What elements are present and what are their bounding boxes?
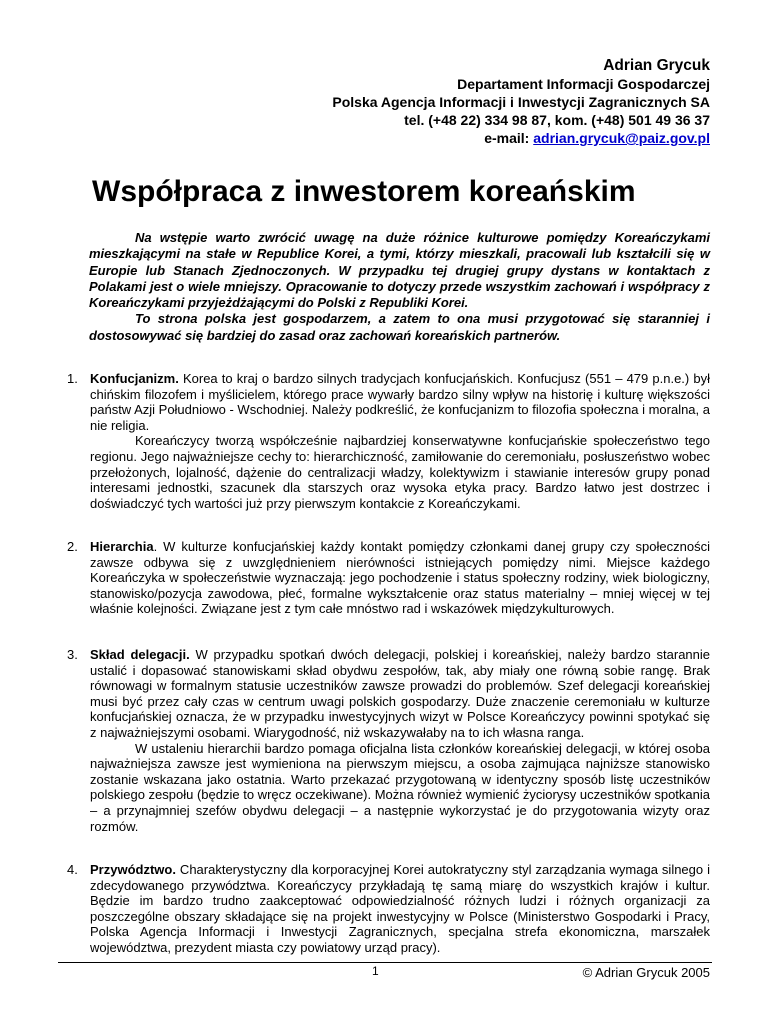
section-number: 4. <box>67 862 78 877</box>
email-link[interactable]: adrian.grycuk@paiz.gov.pl <box>533 130 710 146</box>
email-label: e-mail: <box>484 130 534 146</box>
section-text: W przypadku spotkań dwóch delegacji, polskiej i koreańskiej, należy bardzo starannie ustalić i dopasować stanowiskami skład obydwu zespołów, tak, aby miały one równą sobie rangę. Brak równowagi w formalnym statusie uczestników zawsze prowadzi do problemów. Szef delegacji koreańskiej musi być przez cały czas w centrum uwagi polskich gospodarzy. Duże znaczenie ceremoniału w kulturze konfucjańskiej oznacza, że w przypadku inwestycyjnych wizyt w Polsce Koreańczycy powinni spotykać się z najważniejszymi osobami. Wiarygodność, niż wskazywałaby na to ich własna ranga. <box>90 647 710 740</box>
section-paragraph: Koreańczycy tworzą współcześnie najbardziej konserwatywne konfucjańskie społeczeństwo tego regionu. Jego najważniejsze cechy to: hierarchiczność, zamiłowanie do ceremoniału, posłuszeństwo wobec przełożonych, lojalność, dążenie do centralizacji władzy, kolektywizm i stawianie interesów grupy ponad interesami jednostki, szacunek dla starszych oraz wysoka etyka pracy. Bardzo łatwo jest dostrzec i doświadczyć tych wartości już przy pierwszym kontakcie z Koreańczykami. <box>90 433 710 511</box>
section-confucianism <box>67 371 710 511</box>
section-number: 2. <box>67 539 78 554</box>
section-number: 1. <box>67 371 78 386</box>
section-leadership <box>67 862 710 956</box>
section-number: 3. <box>67 647 78 662</box>
document-title: Współpraca z inwestorem koreańskim <box>92 175 636 208</box>
copyright-notice: © Adrian Grycuk 2005 <box>582 965 710 980</box>
author-contact-block <box>150 57 710 147</box>
author-agency: Polska Agencja Informacji i Inwestycji Zagranicznych SA <box>332 94 710 110</box>
intro-paragraph: To strona polska jest gospodarzem, a zatem to ona musi przygotować się staranniej i dostosowywać się bardziej do zasad oraz zachowań koreańskich partnerów. <box>89 311 710 343</box>
intro-paragraph: Na wstępie warto zwrócić uwagę na duże różnice kulturowe pomiędzy Koreańczykami mieszkającymi na stałe w Republice Korei, a tymi, którzy mieszkali, pracowali lub kształcili się w Europie lub Stanach Zjednoczonych. W przypadku tej drugiej grupy dystans w kontaktach z Polakami jest o wiele mniejszy. Opracowanie to dotyczy przede wszystkim zachowań i współpracy z Koreańczykami przyjeżdżającymi do Polski z Republiki Korei. <box>89 230 710 311</box>
author-phone: tel. (+48 22) 334 98 87, kom. (+48) 501 49 36 37 <box>404 112 710 128</box>
author-email-line <box>150 129 710 147</box>
section-text: Korea to kraj o bardzo silnych tradycjach konfucjańskich. Konfucjusz (551 – 479 p.n.e.) był chińskim filozofem i myślicielem, którego prace wywarły bardzo silny wpływ na historię i kulturę większości państw Azji Południowo - Wschodniej. Należy podkreślić, że konfucjanizm to filozofia społeczna i moralna, a nie religia. <box>90 371 710 433</box>
author-department: Departament Informacji Gospodarczej <box>457 76 710 92</box>
section-text: . W kulturze konfucjańskiej każdy kontakt pomiędzy członkami danej grupy czy społeczności zawsze odbywa się z uwzględnieniem nierówności istniejących pomiędzy nimi. Miejsce każdego Koreańczyka w społeczeństwie wyznaczają: jego pochodzenie i status społeczny rodziny, wiek biologiczny, stanowisko/pozycja zawodowa, płeć, formalne wykształcenie oraz status materialny – mniej więcej w tej właśnie kolejności. Związane jest z tym całe mnóstwo rad i wskazówek międzykulturowych. <box>90 539 710 617</box>
author-name: Adrian Grycuk <box>603 57 710 74</box>
section-paragraph <box>90 371 710 433</box>
section-text: Charakterystyczny dla korporacyjnej Korei autokratyczny styl zarządzania wymaga silnego i zdecydowanego przywództwa. Koreańczycy przykładają tę samą miarę do wszystkich krajów i kultur. Będzie im bardzo trudno zaakceptować odpowiedzialność różnych ludzi i różnych organizacji za poszczególne obszary składające się na projekt inwestycyjny w Polsce (Ministerstwo Gospodarki i Pracy, Polska Agencja Informacji i Inwestycji Zagranicznych, specjalna strefa ekonomiczna, marszałek województwa, prezydent miasta czy powiatowy urząd pracy). <box>90 862 710 955</box>
section-delegation <box>67 647 710 834</box>
page-number: 1 <box>372 964 379 978</box>
section-paragraph <box>90 539 710 617</box>
section-paragraph <box>90 647 710 741</box>
section-paragraph <box>90 862 710 956</box>
section-heading: Przywództwo. <box>90 862 176 877</box>
section-heading: Skład delegacji. <box>90 647 190 662</box>
section-hierarchy <box>67 539 710 617</box>
section-heading: Hierarchia <box>90 539 154 554</box>
section-heading: Konfucjanizm. <box>90 371 179 386</box>
intro-block <box>89 230 710 344</box>
section-paragraph: W ustaleniu hierarchii bardzo pomaga oficjalna lista członków koreańskiej delegacji, w której osoba najważniejsza zawsze jest wymieniona na pierwszym miejscu, a osoba zajmująca najniższe stanowisko zostanie wskazana jako ostatnia. Warto przekazać przygotowaną w identyczny sposób listę uczestników polskiego zespołu (będzie to wręcz oczekiwane). Można również wymienić życiorysy uczestników spotkania – a przynajmniej szefów obydwu delegacji – a następnie wykorzystać je do przygotowania wizyty oraz rozmów. <box>90 740 710 834</box>
footer-divider <box>58 962 712 963</box>
